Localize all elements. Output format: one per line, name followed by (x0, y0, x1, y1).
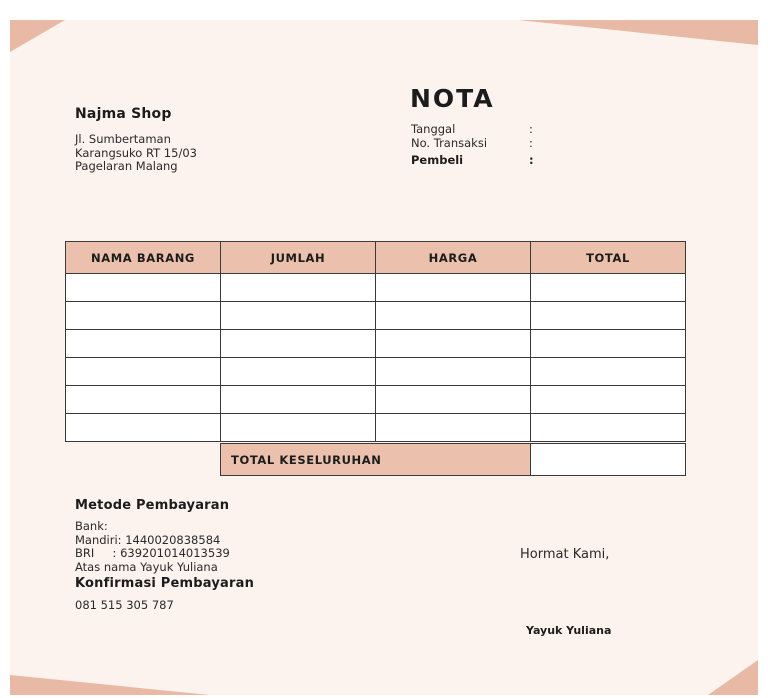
signer-name: Yayuk Yuliana (526, 624, 612, 637)
buyer-separator: : (529, 153, 534, 167)
table-row (66, 414, 686, 442)
table-cell[interactable] (221, 414, 376, 442)
invoice-title: NOTA (410, 84, 495, 113)
invoice-sheet (10, 20, 758, 695)
closing-greeting: Hormat Kami, (520, 547, 610, 562)
payment-method-heading: Metode Pembayaran (75, 498, 230, 513)
column-header-price: HARGA (376, 242, 531, 274)
table-cell[interactable] (531, 302, 686, 330)
shop-address-line: Karangsuko RT 15/03 (75, 145, 197, 160)
table-cell[interactable] (376, 414, 531, 442)
transaction-number-field (411, 135, 533, 151)
grand-total-value[interactable] (531, 444, 686, 476)
table-cell[interactable] (66, 302, 221, 330)
table-cell[interactable] (376, 358, 531, 386)
table-cell[interactable] (376, 330, 531, 358)
table-cell[interactable] (221, 274, 376, 302)
shop-name: Najma Shop (75, 106, 172, 122)
table-cell[interactable] (376, 274, 531, 302)
table-cell[interactable] (221, 330, 376, 358)
payment-line: Mandiri: 1440020838584 (75, 532, 221, 547)
table-cell[interactable] (66, 274, 221, 302)
table-cell[interactable] (221, 358, 376, 386)
column-header-quantity: JUMLAH (221, 242, 376, 274)
table-row (66, 358, 686, 386)
invoice-meta (411, 122, 534, 168)
table-cell[interactable] (221, 302, 376, 330)
column-header-item-name: NAMA BARANG (66, 242, 221, 274)
transaction-number-separator: : (529, 135, 533, 150)
table-row (66, 386, 686, 414)
table-cell[interactable] (531, 386, 686, 414)
table-cell[interactable] (376, 302, 531, 330)
table-cell[interactable] (221, 386, 376, 414)
items-table (65, 241, 686, 442)
table-cell[interactable] (376, 386, 531, 414)
date-separator: : (529, 122, 533, 136)
top-left-corner-shape (10, 20, 70, 55)
column-header-total: TOTAL (531, 242, 686, 274)
table-row (66, 330, 686, 358)
payment-confirmation-heading: Konfirmasi Pembayaran (75, 576, 255, 591)
bottom-left-corner-shape (10, 675, 210, 695)
table-cell[interactable] (66, 386, 221, 414)
table-cell[interactable] (531, 414, 686, 442)
grand-total-label: TOTAL KESELURUHAN (221, 444, 531, 476)
transaction-number-label: No. Transaksi (411, 135, 488, 150)
top-right-corner-shape (518, 20, 758, 46)
payment-details (75, 520, 230, 574)
shop-address (75, 133, 197, 174)
table-cell[interactable] (531, 358, 686, 386)
table-cell[interactable] (66, 414, 221, 442)
table-row (66, 274, 686, 302)
payment-line: BRI : 639201014013539 (75, 546, 230, 560)
table-cell[interactable] (66, 358, 221, 386)
table-row (66, 302, 686, 330)
payment-line: Bank: (75, 519, 108, 533)
date-field (411, 122, 533, 137)
shop-address-line: Pagelaran Malang (75, 159, 178, 173)
table-cell[interactable] (531, 274, 686, 302)
grand-total-row (220, 443, 686, 476)
buyer-label: Pembeli (411, 153, 464, 167)
confirmation-phone: 081 515 305 787 (75, 598, 174, 612)
bottom-right-corner-shape (698, 660, 758, 695)
shop-address-line: Jl. Sumbertaman (75, 132, 171, 146)
buyer-field (411, 153, 534, 168)
date-label: Tanggal (411, 122, 456, 136)
table-header-row (66, 242, 686, 274)
table-cell[interactable] (531, 330, 686, 358)
table-cell[interactable] (66, 330, 221, 358)
payment-line: Atas nama Yayuk Yuliana (75, 559, 218, 574)
